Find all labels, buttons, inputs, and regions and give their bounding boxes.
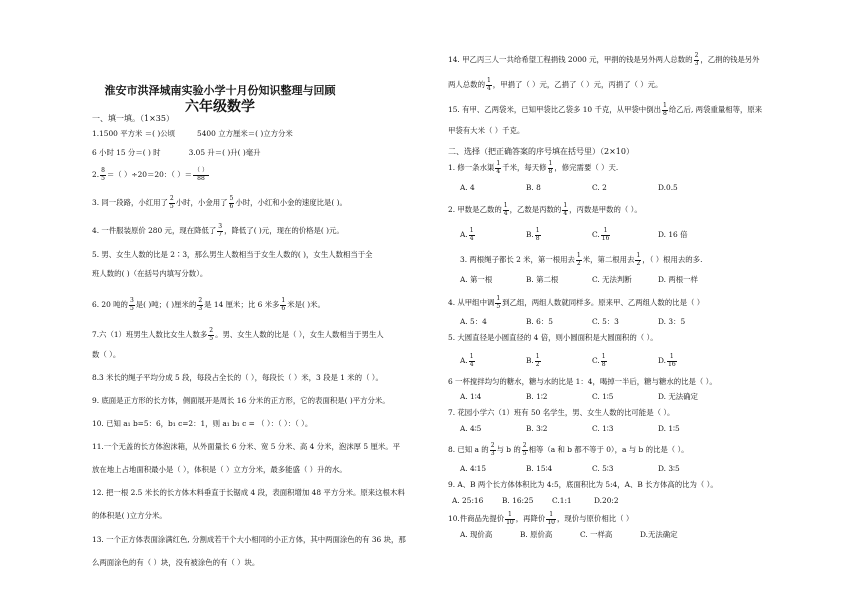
choice-options-10: A. 现价高 B. 原价高 C. 一样高 D.无法确定 [460, 530, 678, 539]
question-1: 1.1500 平方米 ＝( )公顷 5400 立方厘米＝( )立方分米 [92, 129, 293, 138]
choice-question-6: 6 一杯搅拌均匀的糖水，糖与水的比是 1：4，喝掉一半后，糖与糖水的比是（ ）。 [448, 377, 717, 386]
document-title: 淮安市洪泽城南实验小学十月份知识整理与回顾 [104, 84, 336, 97]
choice-options-9: A. 25:16 B. 16:25 C.1:1 D.20:2 [452, 496, 619, 505]
question-8: 8.3 米长的绳子平均分成 5 段，每段占全长的（ ），每段长（ ）米，3 段是 1 米的（ ）。 [92, 373, 383, 382]
question-2: 2. $\frac{8}{5}$ ＝（ ）÷20＝20：（ ）＝ $\frac{( )}{88}$ [92, 167, 208, 182]
question-13: 13. 一个正方体表面涂满红色, 分割成若干个大小相同的小正方体，其中两面涂色的有 36 块，那 [92, 535, 406, 544]
question-7-cont: 数（ ）。 [92, 350, 121, 359]
question-14: 14. 甲乙丙三人一共给希望工程捐钱 2000 元，甲捐的钱是另外两人总数的 $\frac{2}{3}$ ，乙捐的钱是另外 [448, 52, 760, 67]
question-12: 12. 把一根 2.5 米长的长方体木料垂直于长锯成 4 段，表面积增加 48 平方分米。原来这根木料 [92, 488, 405, 497]
question-14-cont: 两人总数的 $\frac{1}{4}$ ，甲捐了（ ）元，乙捐了（ ）元，丙捐了（ ）元。 [448, 77, 663, 92]
choice-options-1: A. 4 B. 8 C. 2 D.0.5 [460, 183, 678, 192]
choice-options-6: A. 1∶4 B. 1∶2 C. 1∶5 D. 无法确定 [460, 392, 698, 401]
question-3: 3. 同一段路，小红用了 $\frac{2}{5}$ 小时，小金用了 $\frac{5}{6}$ 小时，小红和小金的速度比是( )。 [92, 195, 347, 210]
question-7: 7.六（1）班男生人数比女生人数多 $\frac{2}{5}$ 。男、女生人数的比是（ ），女生人数相当于男生人 [92, 327, 384, 342]
question-5-cont: 班人数的( )（在括号内填写分数）。 [92, 269, 208, 278]
question-9: 9. 底面是正方形的长方体，侧面展开是周长 16 分米的正方形，它的表面积是( )平方分米。 [92, 396, 390, 405]
choice-question-3: 3. 两根绳子都长 2 米，第一根用去 $\frac{1}{2}$ 米，第二根用去 $\frac{1}{2}$ ，（ ）根用去的多. [460, 252, 703, 267]
choice-question-7: 7. 花园小学六（1）班有 50 名学生，男、女生人数的比可能是（ ）。 [448, 408, 675, 417]
section-heading-fill: 一、填一填。（1×35） [92, 114, 174, 123]
question-12-cont: 的体积是( )立方分米。 [92, 511, 167, 520]
question-6: 6. 20 吨的 $\frac{3}{5}$ 是( )吨；( )厘米的 $\frac{2}{3}$ 是 14 厘米；比 6 米多 $\frac{1}{6}$ 米是( )米。 [92, 297, 325, 312]
question-4: 4. 一件服装原价 280 元，现在降低了 $\frac{3}{7}$ ，降低了( )元，现在的价格是( )元。 [92, 223, 344, 238]
question-13-cont: 么两面涂色的有（ ）块，没有被涂色的有（ ）块。 [92, 558, 260, 567]
choice-options-2: A. $\frac{1}{4}$ B. $\frac{1}{8}$ C. $\frac{1}{16}$ D. 16 倍 [460, 227, 688, 242]
choice-question-9: 9. A、B 两个长方体体积比为 4:5，底面积比为 5:4，A、B 长方体高的比为（ ）。 [448, 480, 718, 489]
section-heading-choice: 二、选择（把正确答案的序号填在括号里）（2×10） [448, 147, 634, 156]
question-11: 11.一个无盖的长方体泡沫箱，从外面量长 6 分米、宽 5 分米、高 4 分米，泡沫厚 5 厘米。平 [92, 442, 401, 451]
choice-options-8: A. 4∶15 B. 15∶4 C. 5∶3 D. 3∶5 [460, 464, 680, 473]
choice-options-3: A. 第一根 B. 第二根 C. 无法判断 D. 两根一样 [460, 275, 698, 284]
question-15: 15. 有甲、乙两袋米，已知甲袋比乙袋多 10 千克，从甲袋中倒出 $\frac{1}{8}$ 给乙后, 两袋重量相等，原来 [448, 102, 763, 117]
choice-question-1: 1. 修一条水渠 $\frac{1}{4}$ 千米，每天修 $\frac{1}{8}$ ，修完需要（ ）天. [448, 160, 619, 175]
question-10: 10. 已知 a₁ b=5：6，b₁ c=2：1，则 a₁ b₁ c = （ ）：（ ）：（ ）。 [92, 419, 313, 428]
question-11-cont: 放在地上占地面积最小是（ ），体积是（ ）立方分米，最多能盛（ ）升的水。 [92, 465, 347, 474]
question-15-cont: 甲袋有大米（ ）千克。 [448, 126, 525, 135]
choice-options-7: A. 4∶5 B. 3∶2 C. 1∶3 D. 1∶5 [460, 424, 680, 433]
choice-question-8: 8. 已知 a 的 $\frac{2}{3}$ 与 b 的 $\frac{2}{5}$ 相等（a 和 b 都不等于 0），a 与 b 的比是（ ）。 [448, 442, 689, 457]
right-column [440, 0, 860, 596]
document-subtitle: 六年级数学 [185, 99, 255, 115]
question-5: 5. 男、女生人数的比是 2∶3，那么男生人数相当于女生人数的( )，女生人数相当于全 [92, 250, 373, 259]
choice-options-5: A. $\frac{1}{4}$ B. $\frac{1}{2}$ C. $\frac{1}{8}$ D. $\frac{1}{16}$ [460, 353, 676, 368]
choice-question-2: 2. 甲数是乙数的 $\frac{1}{4}$ ，乙数是丙数的 $\frac{1}{4}$ ，丙数是甲数的（ ）。 [448, 202, 642, 217]
question-1b: 6 小时 15 分＝( ) 时 3.05 升＝( )升( )毫升 [92, 148, 261, 157]
choice-question-10: 10.件商品先提价 $\frac{1}{10}$ ，再降价 $\frac{1}{10}$ ，现价与原价相比（ ） [448, 511, 634, 526]
choice-question-5: 5. 大圆直径是小圆直径的 4 倍，则小圆面积是大圆面积的（ ）。 [448, 333, 658, 342]
choice-options-4: A. 5：4 B. 6：5 C. 5：3 D. 3：5 [460, 317, 686, 326]
choice-question-4: 4. 从甲组中调 $\frac{1}{5}$ 到乙组，两组人数就同样多。原来甲、乙两组人数的比是（ ） [448, 295, 705, 310]
